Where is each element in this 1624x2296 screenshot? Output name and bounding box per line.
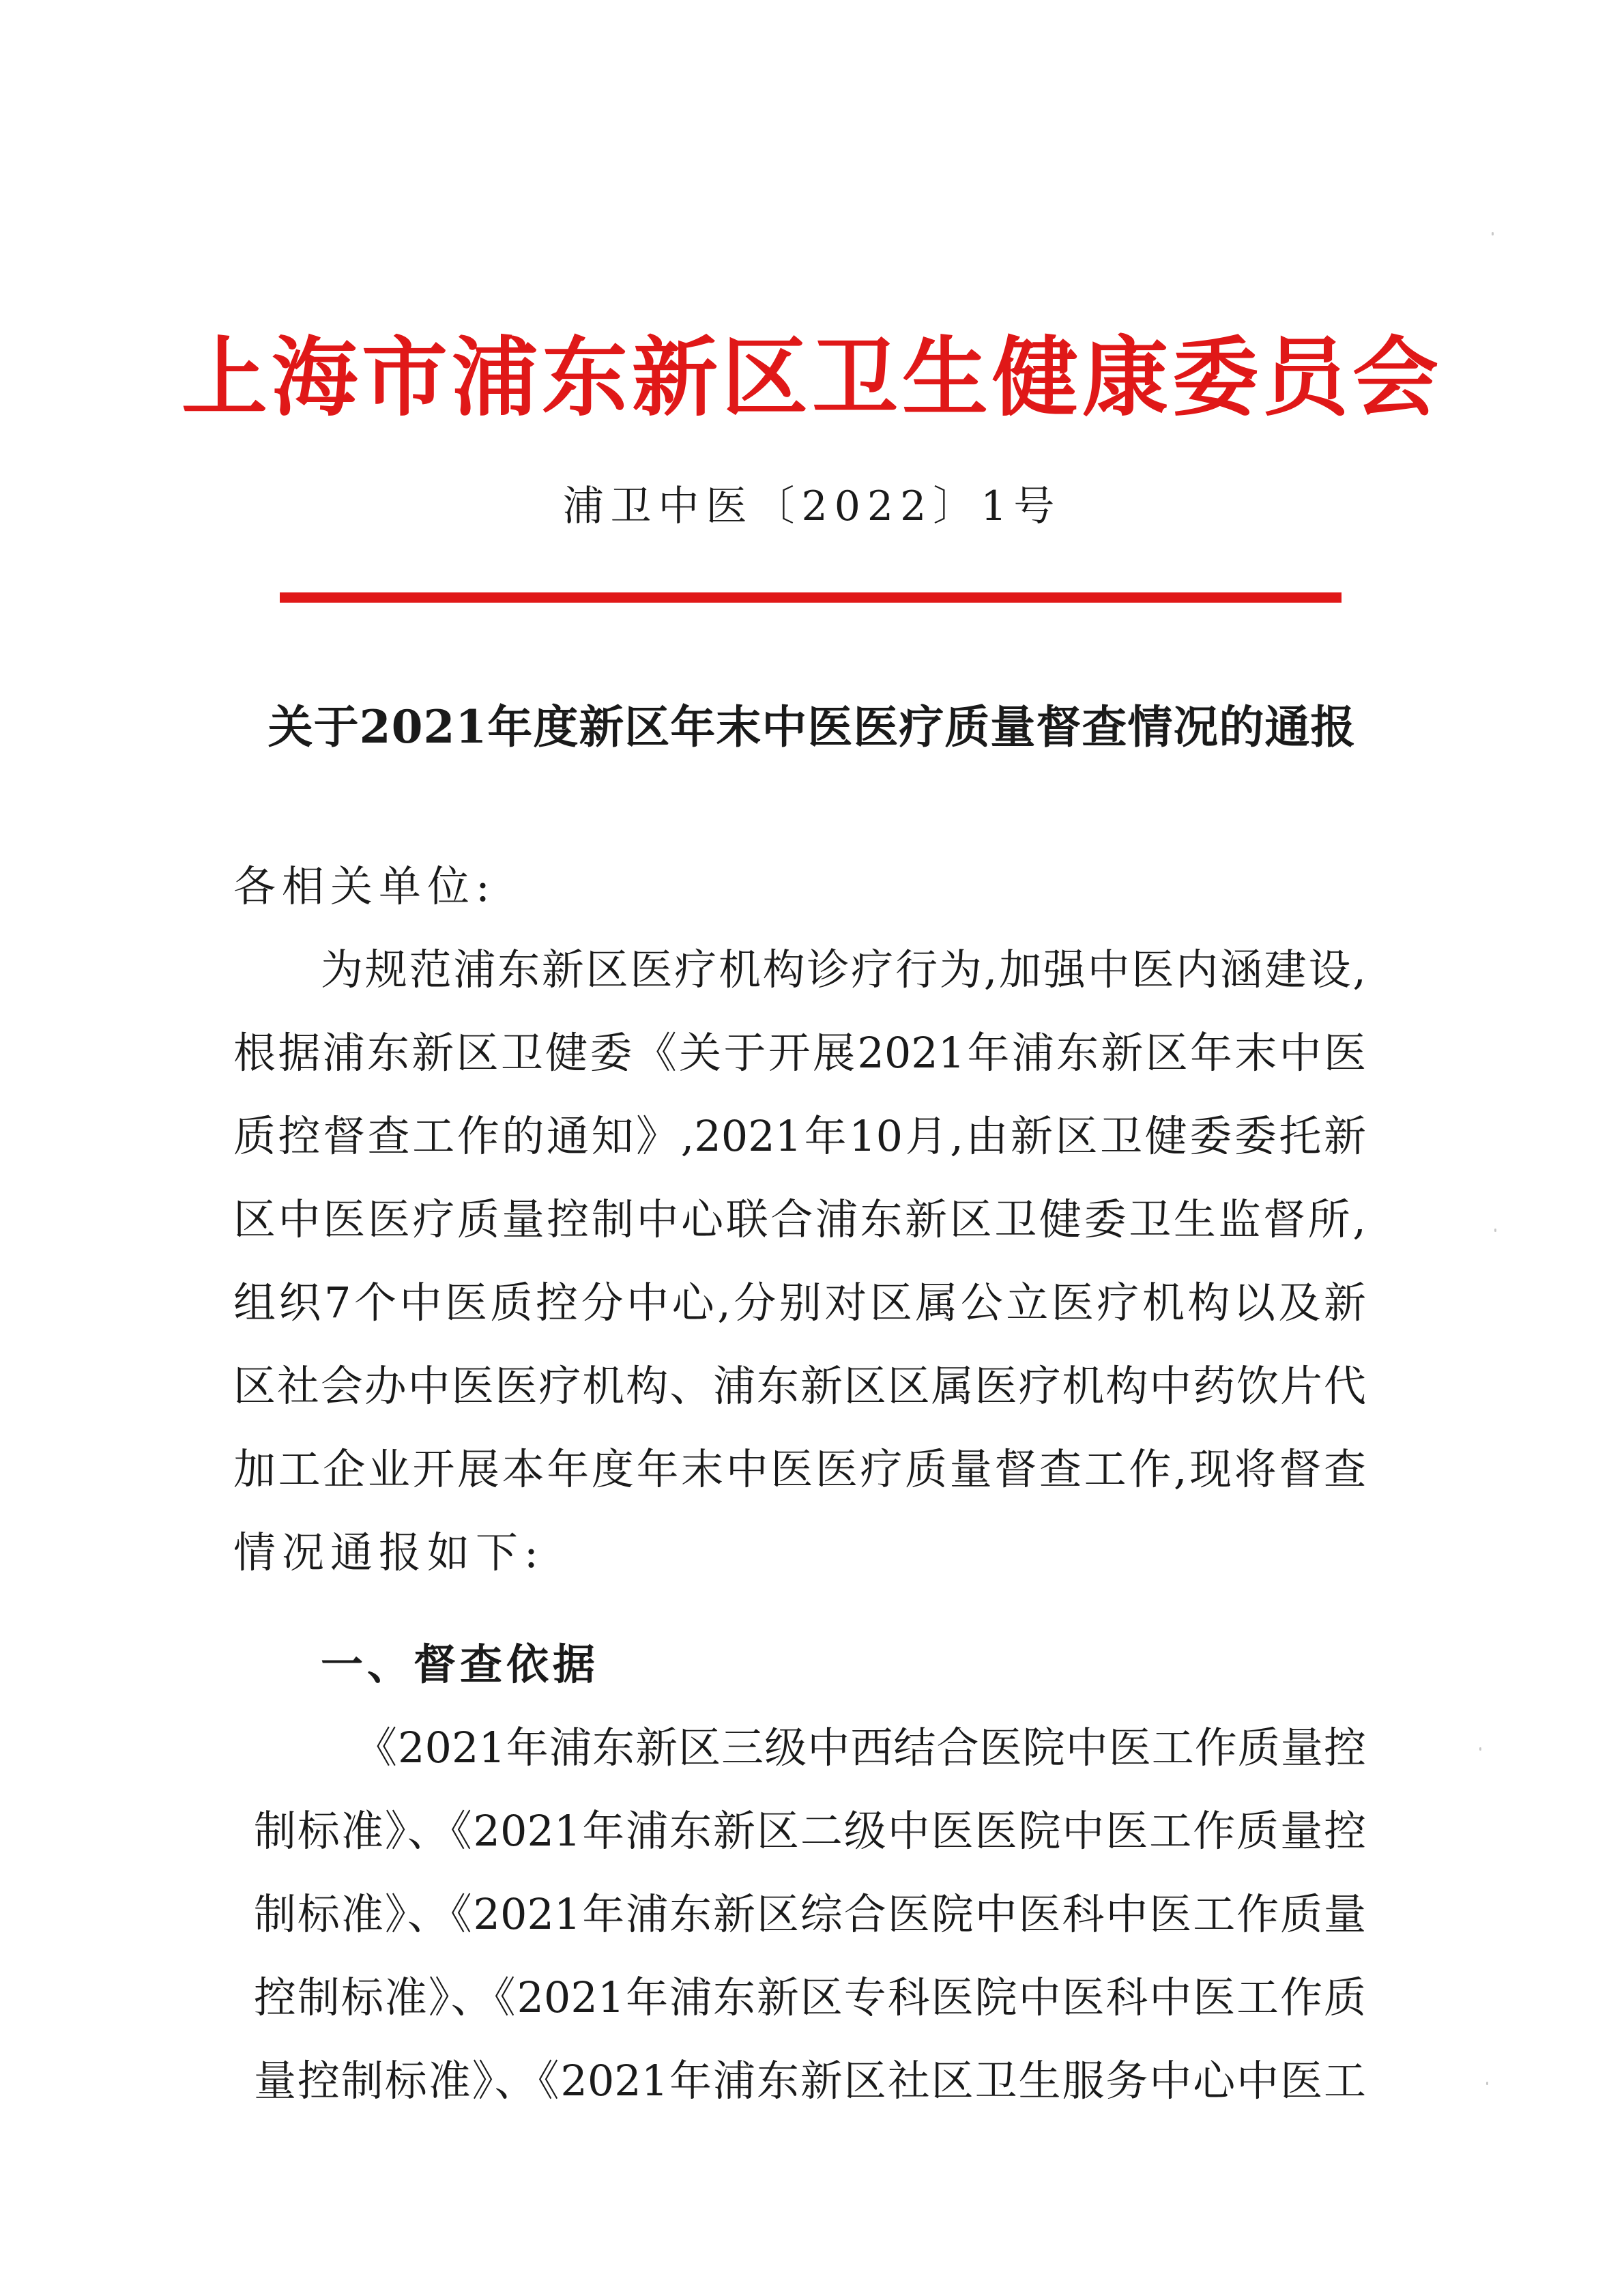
red-divider-rule [280, 592, 1342, 603]
document-number: 浦卫中医〔2022〕1号 [562, 483, 1062, 530]
body-line: 质控督查工作的通知》,2021年10月,由新区卫健委委托新 [233, 1111, 1366, 1161]
reference-line: 制标准》、《2021年浦东新区二级中医医院中医工作质量控 [254, 1806, 1366, 1856]
body-line: 加工企业开展本年度年末中医医疗质量督查工作,现将督查 [233, 1444, 1366, 1494]
body-line: 根据浦东新区卫健委《关于开展2021年浦东新区年末中医 [233, 1028, 1366, 1078]
section-heading: 一、督查依据 [321, 1639, 600, 1689]
scan-speck [1486, 2082, 1488, 2085]
scan-speck [1494, 1229, 1496, 1232]
body-line: 情况通报如下: [233, 1527, 545, 1577]
reference-line: 《2021年浦东新区三级中西结合医院中医工作质量控 [355, 1723, 1366, 1773]
scan-speck [1479, 1747, 1481, 1751]
reference-line: 量控制标准》、《2021年浦东新区社区卫生服务中心中医工 [254, 2056, 1366, 2106]
scan-speck [1492, 232, 1494, 235]
body-line: 区中医医疗质量控制中心联合浦东新区卫健委卫生监督所, [233, 1194, 1366, 1244]
body-line: 区社会办中医医疗机构、浦东新区区属医疗机构中药饮片代 [233, 1361, 1366, 1411]
reference-line: 制标准》、《2021年浦东新区综合医院中医科中医工作质量 [254, 1889, 1366, 1939]
organization-letterhead: 上海市浦东新区卫生健康委员会 [182, 327, 1442, 428]
notice-title: 关于2021年度新区年末中医医疗质量督查情况的通报 [267, 700, 1357, 754]
body-line: 组织7个中医质控分中心,分别对区属公立医疗机构以及新 [233, 1278, 1366, 1328]
salutation: 各相关单位: [233, 861, 496, 911]
body-line: 为规范浦东新区医疗机构诊疗行为,加强中医内涵建设, [321, 945, 1366, 994]
reference-line: 控制标准》、《2021年浦东新区专科医院中医科中医工作质 [254, 1972, 1366, 2022]
